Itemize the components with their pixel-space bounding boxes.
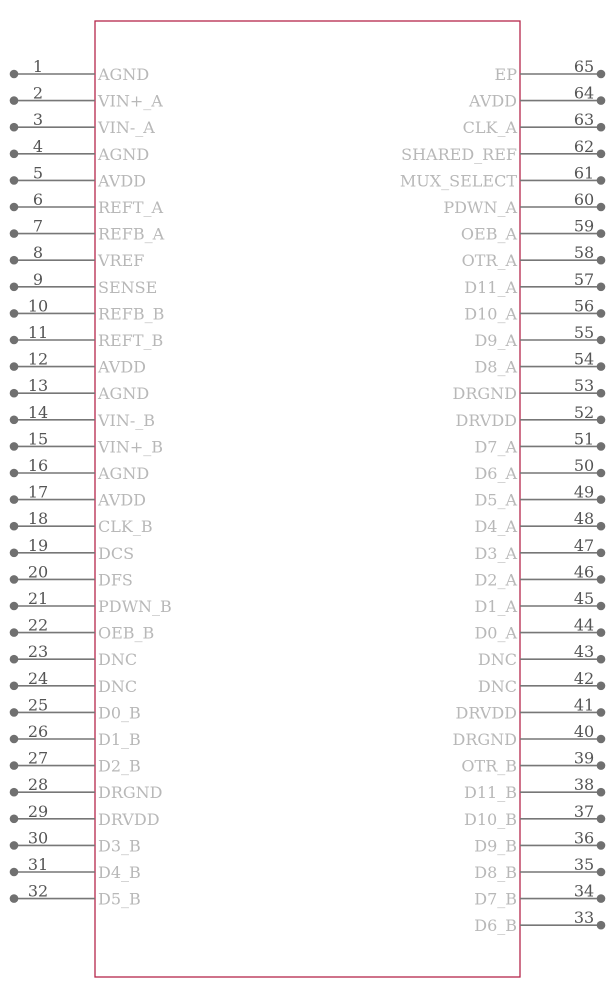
pin-name-label: D11_B	[464, 783, 517, 803]
pin-number: 33	[573, 908, 595, 928]
pin-name-label: D11_A	[464, 277, 517, 297]
pin-name-label: DNC	[98, 650, 138, 670]
pin-name-label: D3_B	[98, 836, 141, 856]
pin-end-dot	[10, 203, 19, 212]
pin-number: 55	[573, 323, 595, 342]
ic-body-outline	[95, 21, 520, 977]
pin-name-label: DNC	[98, 676, 138, 696]
pin-number: 50	[573, 456, 595, 475]
pin-name-label: D8_A	[474, 357, 517, 377]
pin-name-label: PDWN_B	[98, 597, 172, 616]
left-pin-24	[10, 669, 137, 696]
pin-end-dot	[10, 495, 19, 504]
pin-name-label: D0_B	[98, 703, 141, 723]
pin-number: 56	[573, 296, 595, 316]
pin-end-dot	[597, 176, 606, 185]
right-pin-64	[468, 84, 605, 111]
pin-name-label: VIN-_B	[98, 410, 156, 430]
pin-end-dot	[597, 575, 606, 584]
pin-end-dot	[597, 203, 606, 212]
pin-name-label: VIN+_A	[98, 91, 163, 111]
right-pin-34	[474, 882, 605, 909]
pin-name-label: EP	[494, 65, 517, 84]
pin-name-label: DNC	[477, 650, 517, 670]
pin-end-dot	[10, 283, 19, 292]
pin-number: 60	[573, 190, 595, 209]
pin-name-label: D9_B	[474, 836, 517, 856]
pin-number: 36	[573, 828, 595, 848]
pin-end-dot	[10, 868, 19, 877]
left-pin-4	[10, 137, 149, 164]
pin-end-dot	[597, 336, 606, 345]
pin-name-label: SHARED_REF	[401, 144, 517, 164]
pin-end-dot	[10, 602, 19, 611]
pin-end-dot	[10, 256, 19, 265]
pin-end-dot	[10, 708, 19, 717]
pin-number: 62	[573, 136, 595, 156]
left-pin-12	[10, 350, 146, 377]
pin-end-dot	[10, 309, 19, 318]
right-pin-65	[495, 57, 606, 84]
left-pin-10	[10, 296, 165, 323]
pin-number: 64	[573, 83, 595, 103]
pin-name-label: D1_A	[474, 597, 517, 616]
right-pin-40	[453, 722, 606, 749]
left-pin-5	[10, 163, 146, 190]
left-pin-19	[10, 536, 134, 563]
left-pin-18	[10, 509, 153, 536]
pin-end-dot	[597, 96, 606, 105]
pin-end-dot	[10, 815, 19, 824]
right-pin-33	[474, 908, 605, 935]
pin-end-dot	[597, 469, 606, 478]
pin-end-dot	[597, 70, 606, 79]
pin-end-dot	[597, 815, 606, 824]
pin-end-dot	[597, 921, 606, 930]
pin-number: 31	[27, 855, 49, 874]
right-pin-column	[400, 57, 605, 935]
left-pin-27	[10, 749, 141, 776]
pin-number: 11	[27, 323, 49, 342]
left-pin-14	[10, 403, 155, 430]
left-pin-26	[10, 722, 141, 749]
pin-end-dot	[10, 70, 19, 79]
pin-name-label: D4_B	[98, 863, 141, 882]
pin-number: 43	[573, 642, 595, 662]
left-pin-13	[10, 376, 149, 403]
pin-end-dot	[10, 389, 19, 398]
pin-name-label: DRVDD	[455, 410, 517, 430]
pin-name-label: D3_A	[474, 543, 517, 563]
pin-name-label: DRGND	[452, 730, 517, 749]
pin-number: 41	[573, 695, 595, 715]
pin-name-label: D6_A	[474, 464, 517, 483]
pin-end-dot	[597, 602, 606, 611]
right-pin-60	[443, 190, 605, 217]
pin-number: 47	[573, 535, 595, 555]
left-pin-28	[10, 775, 163, 802]
pin-end-dot	[597, 256, 606, 265]
pin-end-dot	[10, 442, 19, 451]
right-pin-44	[474, 616, 605, 643]
pin-name-label: REFT_A	[98, 198, 164, 217]
right-pin-50	[474, 456, 605, 483]
left-pin-6	[10, 190, 164, 217]
pin-end-dot	[10, 894, 19, 903]
pin-number: 15	[27, 429, 49, 449]
pin-end-dot	[597, 522, 606, 531]
pin-name-label: SENSE	[98, 277, 158, 297]
pin-number: 34	[573, 881, 595, 901]
pin-end-dot	[597, 868, 606, 877]
pin-number: 51	[573, 429, 595, 449]
pin-number: 3	[32, 110, 44, 130]
left-pin-column	[10, 57, 172, 909]
pin-end-dot	[597, 761, 606, 770]
right-pin-62	[401, 137, 605, 164]
pin-name-label: OTR_B	[461, 756, 517, 776]
pin-name-label: D1_B	[98, 730, 141, 749]
right-pin-51	[474, 429, 605, 456]
pin-end-dot	[597, 442, 606, 451]
pin-number: 45	[573, 589, 595, 608]
right-pin-42	[478, 669, 605, 696]
pin-end-dot	[597, 362, 606, 371]
pin-end-dot	[597, 150, 606, 159]
right-pin-55	[474, 323, 605, 350]
pin-name-label: D0_A	[474, 623, 517, 643]
pin-number: 53	[573, 376, 595, 396]
pin-name-label: REFB_B	[98, 304, 165, 324]
pin-number: 19	[27, 535, 49, 555]
pin-end-dot	[597, 682, 606, 691]
left-pin-30	[10, 828, 141, 855]
left-pin-2	[10, 84, 164, 111]
pin-number: 38	[573, 775, 595, 795]
right-pin-46	[474, 562, 605, 589]
right-pin-37	[464, 802, 605, 829]
pin-number: 9	[32, 269, 44, 289]
pin-end-dot	[10, 96, 19, 105]
pin-end-dot	[10, 176, 19, 185]
pin-number: 25	[27, 695, 49, 715]
pin-name-label: D5_B	[98, 889, 141, 909]
pin-end-dot	[10, 336, 19, 345]
pin-name-label: AGND	[98, 65, 150, 84]
pin-name-label: DRGND	[98, 783, 163, 803]
pin-name-label: D5_A	[474, 490, 517, 510]
left-pin-3	[10, 110, 156, 137]
pin-name-label: D2_B	[98, 756, 141, 776]
pin-number: 7	[32, 216, 44, 236]
pin-number: 12	[27, 349, 49, 369]
pin-number: 5	[32, 163, 44, 183]
right-pin-53	[453, 376, 606, 403]
pin-name-label: AVDD	[469, 91, 517, 111]
pin-end-dot	[597, 628, 606, 637]
pin-number: 29	[27, 801, 49, 821]
pin-name-label: D6_B	[474, 916, 517, 936]
pin-number: 4	[32, 136, 44, 156]
left-pin-15	[10, 429, 163, 456]
pin-number: 14	[27, 402, 49, 422]
pin-end-dot	[10, 362, 19, 371]
pin-end-dot	[10, 549, 19, 558]
pin-number: 27	[27, 748, 49, 768]
pin-end-dot	[597, 894, 606, 903]
pin-name-label: D9_A	[474, 331, 517, 350]
right-pin-57	[464, 270, 605, 297]
pin-name-label: DNC	[477, 676, 517, 696]
pin-name-label: OEB_A	[460, 224, 517, 244]
pin-end-dot	[10, 761, 19, 770]
pin-name-label: DRVDD	[98, 809, 160, 829]
left-pin-20	[10, 562, 133, 589]
pin-end-dot	[597, 735, 606, 744]
pin-name-label: D10_A	[464, 304, 517, 324]
pin-number: 39	[573, 748, 595, 768]
pin-name-label: CLK_B	[98, 517, 153, 537]
pin-number: 8	[32, 243, 44, 263]
pin-name-label: D8_B	[474, 863, 517, 882]
pin-number: 23	[27, 642, 49, 662]
right-pin-63	[463, 110, 606, 137]
pin-name-label: D10_B	[464, 809, 517, 829]
pin-number: 16	[27, 456, 49, 475]
right-pin-43	[478, 642, 605, 669]
right-pin-48	[474, 509, 605, 536]
pin-number: 32	[27, 881, 49, 901]
pin-name-label: D4_A	[474, 517, 517, 537]
pin-name-label: OEB_B	[98, 623, 155, 643]
right-pin-39	[461, 749, 605, 776]
right-pin-49	[474, 483, 605, 510]
pin-end-dot	[10, 841, 19, 850]
pin-name-label: PDWN_A	[443, 198, 517, 217]
pin-number: 37	[573, 801, 595, 821]
pin-number: 10	[27, 296, 49, 316]
left-pin-31	[10, 855, 141, 882]
pin-number: 49	[573, 482, 595, 502]
pin-name-label: OTR_A	[461, 251, 517, 271]
pin-number: 2	[32, 83, 44, 103]
left-pin-32	[10, 882, 141, 909]
pin-name-label: AVDD	[98, 171, 146, 191]
pin-name-label: AVDD	[98, 357, 146, 377]
pin-name-label: CLK_A	[462, 118, 517, 138]
pin-number: 21	[27, 589, 49, 608]
right-pin-41	[455, 695, 605, 722]
pin-name-label: AVDD	[98, 490, 146, 510]
pin-number: 65	[573, 57, 595, 76]
right-pin-61	[400, 163, 605, 190]
pin-number: 13	[27, 376, 49, 396]
pin-number: 61	[573, 163, 595, 183]
pin-number: 54	[573, 349, 595, 369]
pin-name-label: DFS	[98, 570, 133, 590]
right-pin-54	[474, 350, 605, 377]
pin-end-dot	[597, 841, 606, 850]
pin-name-label: AGND	[98, 384, 150, 404]
pin-name-label: REFT_B	[98, 331, 164, 350]
pin-number: 35	[573, 855, 595, 874]
right-pin-35	[474, 855, 605, 882]
right-pin-59	[461, 217, 605, 244]
pin-number: 24	[27, 668, 49, 688]
pin-end-dot	[10, 469, 19, 478]
pin-number: 63	[573, 110, 595, 130]
pin-number: 40	[573, 722, 595, 741]
pin-number: 6	[32, 190, 44, 209]
pin-end-dot	[597, 416, 606, 425]
right-pin-36	[474, 828, 605, 855]
right-pin-56	[464, 296, 605, 323]
left-pin-22	[10, 616, 155, 643]
pin-end-dot	[10, 522, 19, 531]
pin-name-label: DRGND	[452, 384, 517, 404]
right-pin-45	[474, 589, 605, 616]
pin-end-dot	[597, 708, 606, 717]
pin-name-label: AGND	[98, 144, 150, 164]
left-pin-21	[10, 589, 172, 616]
pin-end-dot	[10, 575, 19, 584]
pin-end-dot	[10, 416, 19, 425]
pin-name-label: VIN-_A	[98, 118, 155, 138]
left-pin-11	[10, 323, 164, 350]
right-pin-58	[462, 243, 606, 270]
pin-end-dot	[597, 229, 606, 238]
pin-name-label: AGND	[98, 464, 150, 483]
pin-name-label: D7_B	[474, 889, 517, 909]
pin-end-dot	[10, 788, 19, 797]
pin-end-dot	[597, 283, 606, 292]
left-pin-8	[10, 243, 145, 270]
pin-name-label: VREF	[98, 251, 145, 271]
pin-number: 46	[573, 562, 595, 582]
pin-number: 20	[27, 562, 49, 582]
pin-number: 26	[27, 722, 49, 741]
pin-number: 58	[573, 243, 595, 263]
pin-end-dot	[10, 682, 19, 691]
pin-number: 30	[27, 828, 49, 848]
pin-name-label: DCS	[98, 543, 135, 563]
pin-name-label: VIN+_B	[98, 437, 164, 457]
pin-number: 42	[573, 668, 595, 688]
pin-end-dot	[597, 389, 606, 398]
right-pin-38	[464, 775, 605, 802]
pin-number: 18	[27, 509, 49, 529]
pin-number: 59	[573, 216, 595, 236]
pin-number: 52	[573, 402, 595, 422]
pin-number: 1	[32, 57, 44, 76]
pin-end-dot	[10, 150, 19, 159]
pin-number: 17	[27, 482, 49, 502]
pin-end-dot	[10, 735, 19, 744]
pin-end-dot	[597, 788, 606, 797]
pin-end-dot	[597, 549, 606, 558]
pin-end-dot	[597, 309, 606, 318]
left-pin-25	[10, 695, 141, 722]
pin-end-dot	[597, 655, 606, 664]
pin-name-label: MUX_SELECT	[399, 171, 517, 191]
pin-end-dot	[10, 123, 19, 132]
pin-number: 28	[27, 775, 49, 795]
left-pin-23	[10, 642, 137, 669]
pin-name-label: REFB_A	[98, 224, 165, 244]
pin-number: 44	[573, 615, 595, 635]
right-pin-52	[455, 403, 605, 430]
pin-number: 57	[573, 269, 595, 289]
pin-number: 22	[27, 615, 49, 635]
left-pin-9	[10, 270, 158, 297]
pin-end-dot	[10, 655, 19, 664]
pin-name-label: D2_A	[474, 570, 517, 590]
pin-number: 48	[573, 509, 595, 529]
pin-end-dot	[10, 229, 19, 238]
pin-end-dot	[10, 628, 19, 637]
pin-name-label: DRVDD	[455, 703, 517, 723]
left-pin-17	[10, 483, 146, 510]
left-pin-29	[10, 802, 160, 829]
right-pin-47	[474, 536, 605, 563]
left-pin-16	[10, 456, 149, 483]
pin-end-dot	[597, 123, 606, 132]
pin-end-dot	[597, 495, 606, 504]
left-pin-1	[10, 57, 149, 84]
left-pin-7	[10, 217, 165, 244]
pin-name-label: D7_A	[474, 437, 517, 457]
